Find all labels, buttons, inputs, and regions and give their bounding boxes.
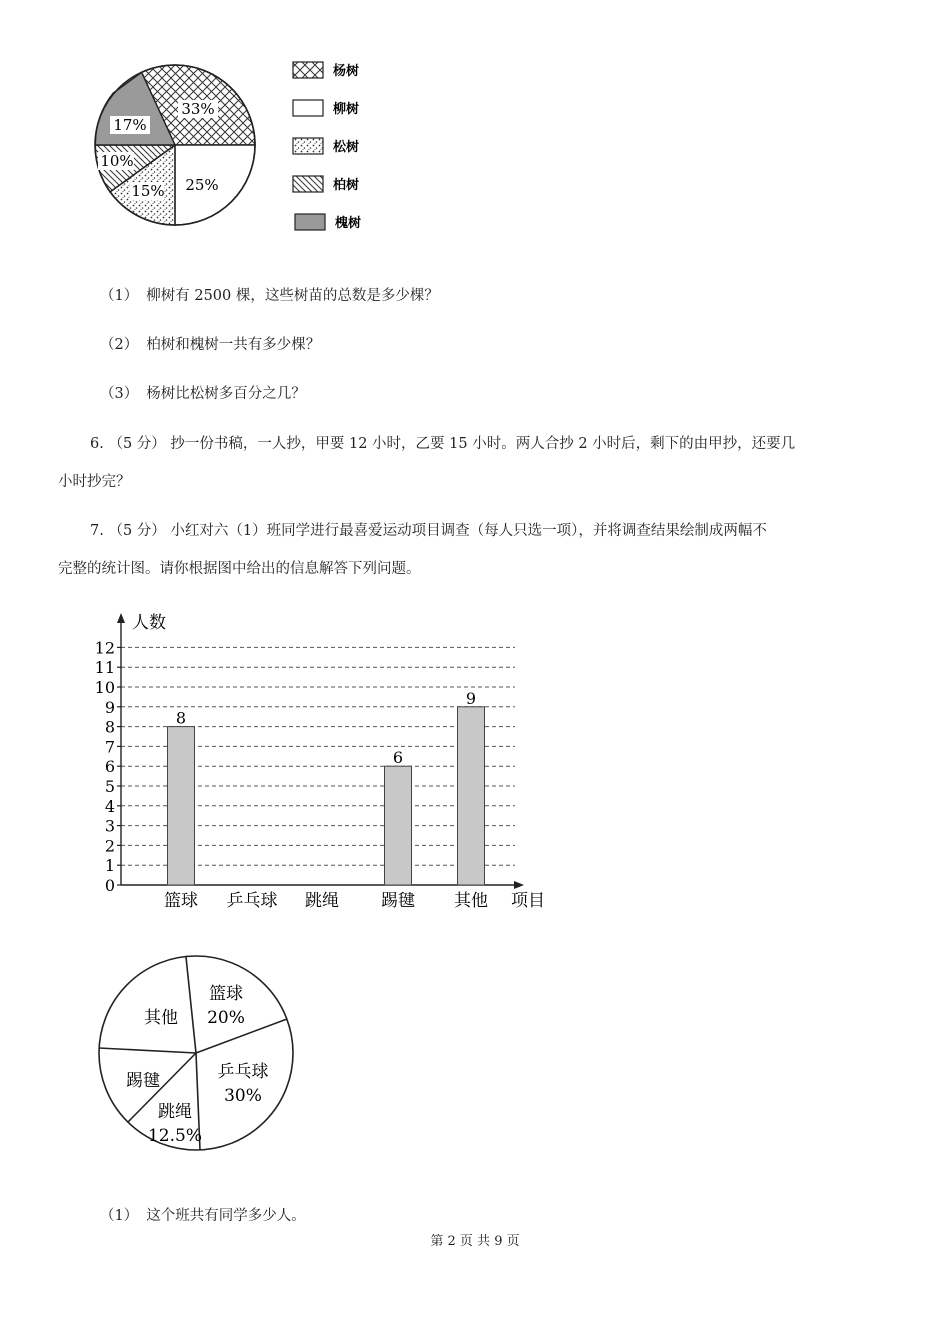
y-tick-label: 6 — [104, 757, 115, 777]
legend-swatch-pine — [293, 138, 323, 154]
bar-0 — [168, 727, 195, 885]
y-tick-label: 4 — [104, 796, 115, 816]
legend-swatch-locust — [295, 214, 325, 230]
q5-sub2 — [100, 335, 320, 355]
legend-label-pine: 松树 — [333, 140, 360, 155]
q7-sub1 — [100, 1206, 306, 1226]
pie2-label-jumprope: 跳绳 — [158, 1102, 192, 1122]
q6-line2: 小时抄完？ — [58, 474, 131, 490]
y-tick-label: 8 — [104, 717, 115, 737]
y-tick-label: 12 — [94, 638, 115, 658]
pie2-value-jumprope: 12.5% — [147, 1126, 203, 1146]
q7-sub1-text: 这个班共有同学多少人。 — [146, 1208, 306, 1224]
pie-label-cypress: 10% — [100, 152, 134, 170]
pie2-label-other: 其他 — [144, 1008, 178, 1028]
pie-label-locust: 17% — [113, 116, 147, 134]
y-tick-label: 1 — [104, 856, 115, 876]
y-tick-label: 5 — [104, 777, 115, 796]
bar-chart-xlabel: 项目 — [511, 891, 545, 911]
category-label: 跳绳 — [305, 891, 339, 911]
bar-value-label: 6 — [392, 748, 404, 768]
pie2-value-pingpong: 30% — [224, 1086, 262, 1106]
legend-swatch-poplar — [293, 62, 323, 78]
legend-label-willow: 柳树 — [333, 102, 360, 117]
legend-swatch-cypress — [293, 176, 323, 192]
pie2-label-basketball: 篮球 — [209, 984, 243, 1004]
tree-pie-chart — [90, 60, 390, 240]
category-label: 踢毽 — [381, 891, 415, 911]
pie-label-pine: 15% — [131, 182, 165, 200]
legend-label-locust: 槐树 — [335, 216, 362, 231]
y-tick-label: 7 — [104, 737, 115, 757]
pie-legend — [293, 62, 361, 231]
pie-label-willow: 25% — [185, 176, 219, 194]
q5-sub3-number: （3） — [100, 386, 139, 402]
category-label: 乒乓球 — [226, 891, 278, 911]
q5-sub2-number: （2） — [100, 337, 139, 353]
category-label: 篮球 — [164, 891, 198, 911]
q5-sub1-text: 柳树有 2500 棵，这些树苗的总数是多少棵？ — [146, 288, 439, 304]
x-axis-arrow — [514, 881, 524, 889]
y-tick-label: 11 — [94, 658, 115, 678]
sports-pie-chart — [95, 955, 305, 1155]
q5-sub3 — [100, 384, 306, 404]
q5-sub1 — [100, 286, 439, 306]
bar-value-label: 8 — [175, 708, 187, 728]
bar-chart-ylabel: 人数 — [132, 613, 166, 633]
q7-sub1-number: （1） — [100, 1208, 139, 1224]
legend-swatch-willow — [293, 100, 323, 116]
y-tick-label: 0 — [104, 876, 115, 895]
q5-sub3-text: 杨树比松树多百分之几？ — [146, 386, 306, 402]
pie2-value-basketball: 20% — [207, 1008, 245, 1028]
pie2-label-shuttlecock: 踢毽 — [126, 1071, 160, 1091]
bar-3 — [385, 766, 412, 885]
legend-label-poplar: 杨树 — [333, 64, 360, 79]
y-axis-arrow — [117, 613, 125, 623]
legend-label-cypress: 柏树 — [333, 178, 360, 193]
category-label: 其他 — [454, 891, 488, 911]
y-tick-label: 3 — [104, 816, 115, 836]
y-tick-label: 2 — [104, 836, 115, 856]
q5-sub2-text: 柏树和槐树一共有多少棵？ — [146, 337, 321, 353]
q5-sub1-number: （1） — [100, 288, 139, 304]
q7-line1: 7. （5 分） 小红对六（1）班同学进行最喜爱运动项目调查（每人只选一项），并将调查结果绘制成两幅不 — [90, 523, 767, 539]
q6-line1: 6. （5 分） 抄一份书稿，一人抄，甲要 12 小时，乙要 15 小时。两人合抄 2 小时后，剩下的由甲抄，还要几 — [90, 436, 796, 452]
page-footer: 第 2 页 共 9 页 — [430, 1234, 520, 1249]
y-tick-label: 9 — [104, 697, 115, 717]
y-tick-label: 10 — [94, 678, 115, 697]
bar-value-label: 9 — [465, 688, 477, 708]
pie-label-poplar: 33% — [181, 100, 215, 118]
q7-line2: 完整的统计图。请你根据图中给出的信息解答下列问题。 — [58, 561, 421, 577]
sports-bar-chart — [90, 605, 560, 915]
bar-4 — [458, 707, 485, 885]
pie2-label-pingpong: 乒乓球 — [217, 1062, 269, 1082]
